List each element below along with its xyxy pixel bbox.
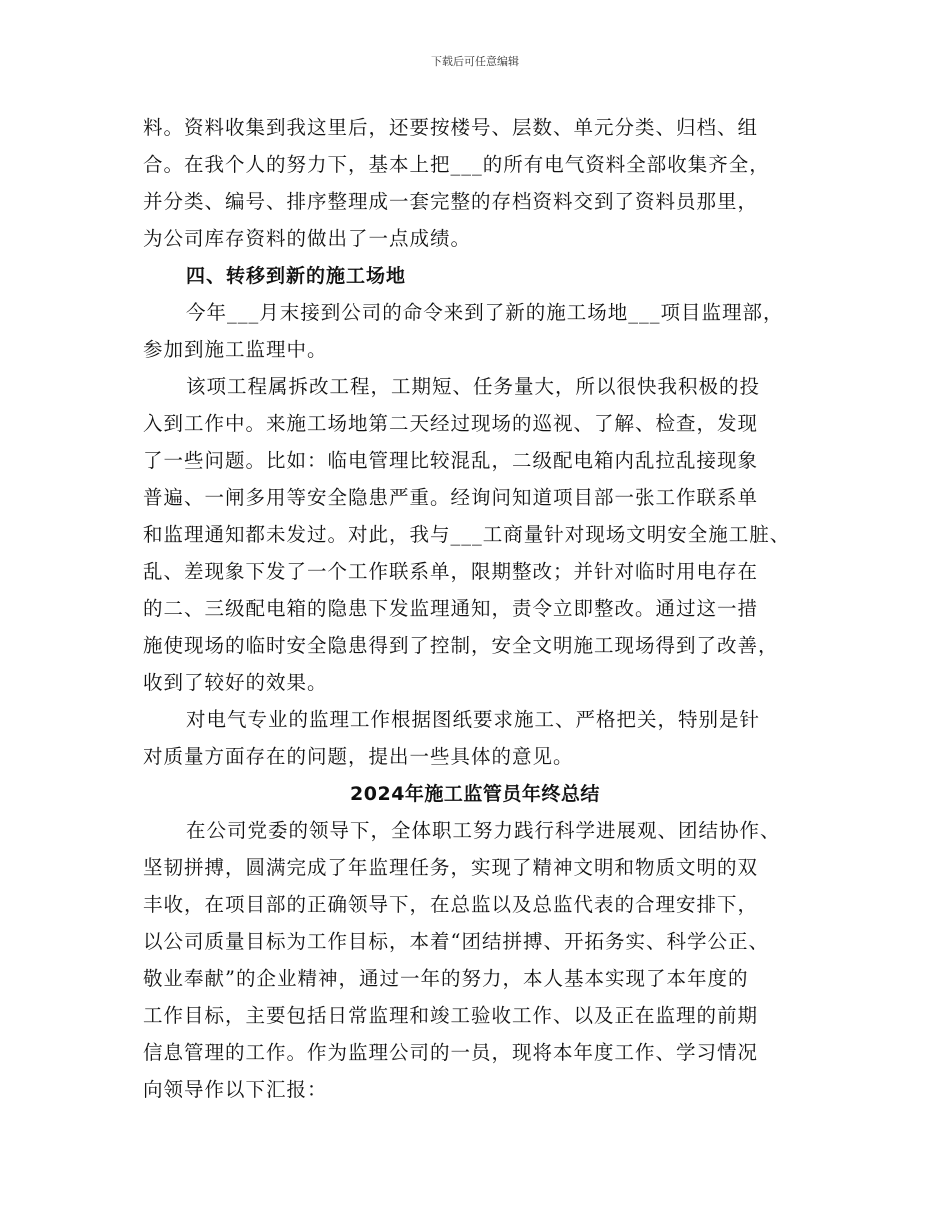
- paragraph-line: 在公司党委的领导下，全体职工努力践行科学进展观、团结协作、: [186, 819, 781, 842]
- paragraph-line: 工作目标，主要包括日常监理和竣工验收工作、以及正在监理的前期: [143, 1004, 759, 1027]
- paragraph-line: 料。资料收集到我这里后，还要按楼号、层数、单元分类、归档、组: [143, 116, 759, 139]
- paragraph-line: 以公司质量目标为工作目标，本着“团结拼搏、开拓务实、科学公正、: [143, 930, 769, 953]
- paragraph-line: 敬业奉献”的企业精神，通过一年的努力，本人基本实现了本年度的: [143, 967, 749, 990]
- page-header-note: 下载后可任意编辑: [431, 55, 519, 68]
- paragraph-line: 和监理通知都未发过。对此，我与___工商量针对现场文明安全施工脏、: [143, 523, 791, 546]
- paragraph-line: 普遍、一闸多用等安全隐患严重。经询问知道项目部一张工作联系单: [143, 486, 759, 509]
- paragraph-line: 了一些问题。比如：临电管理比较混乱，二级配电箱内乱拉乱接现象: [143, 449, 759, 472]
- paragraph-line: 信息管理的工作。作为监理公司的一员，现将本年度工作、学习情况: [143, 1041, 759, 1064]
- document-title: 2024年施工监管员年终总结: [350, 783, 600, 805]
- paragraph-line: 今年___月末接到公司的命令来到了新的施工场地___项目监理部，: [186, 301, 784, 324]
- paragraph-line: 参加到施工监理中。: [143, 338, 328, 361]
- section-heading: 四、转移到新的施工场地: [186, 265, 407, 287]
- paragraph-line: 坚韧拼搏，圆满完成了年监理任务，实现了精神文明和物质文明的双: [143, 856, 759, 879]
- paragraph-line: 的二、三级配电箱的隐患下发监理通知，责令立即整改。通过这一措: [143, 597, 759, 620]
- paragraph-line: 该项工程属拆改工程，工期短、任务量大，所以很快我积极的投: [186, 375, 761, 398]
- paragraph-line: 收到了较好的效果。: [143, 671, 328, 694]
- paragraph-line: 施使现场的临时安全隐患得到了控制，安全文明施工现场得到了改善，: [143, 634, 779, 657]
- paragraph-line: 丰收，在项目部的正确领导下，在总监以及总监代表的合理安排下，: [143, 893, 759, 916]
- paragraph-line: 入到工作中。来施工场地第二天经过现场的巡视、了解、检查，发现: [143, 412, 759, 435]
- paragraph-line: 乱、差现象下发了一个工作联系单，限期整改；并针对临时用电存在: [143, 560, 759, 583]
- paragraph-line: 向领导作以下汇报：: [143, 1078, 328, 1101]
- paragraph-line: 对电气专业的监理工作根据图纸要求施工、严格把关，特别是针: [186, 708, 761, 731]
- paragraph-line: 对质量方面存在的问题，提出一些具体的意见。: [143, 745, 574, 768]
- paragraph-line: 并分类、编号、排序整理成一套完整的存档资料交到了资料员那里，: [143, 190, 759, 213]
- paragraph-line: 合。在我个人的努力下，基本上把___的所有电气资料全部收集齐全，: [143, 153, 770, 176]
- paragraph-line: 为公司库存资料的做出了一点成绩。: [143, 227, 472, 250]
